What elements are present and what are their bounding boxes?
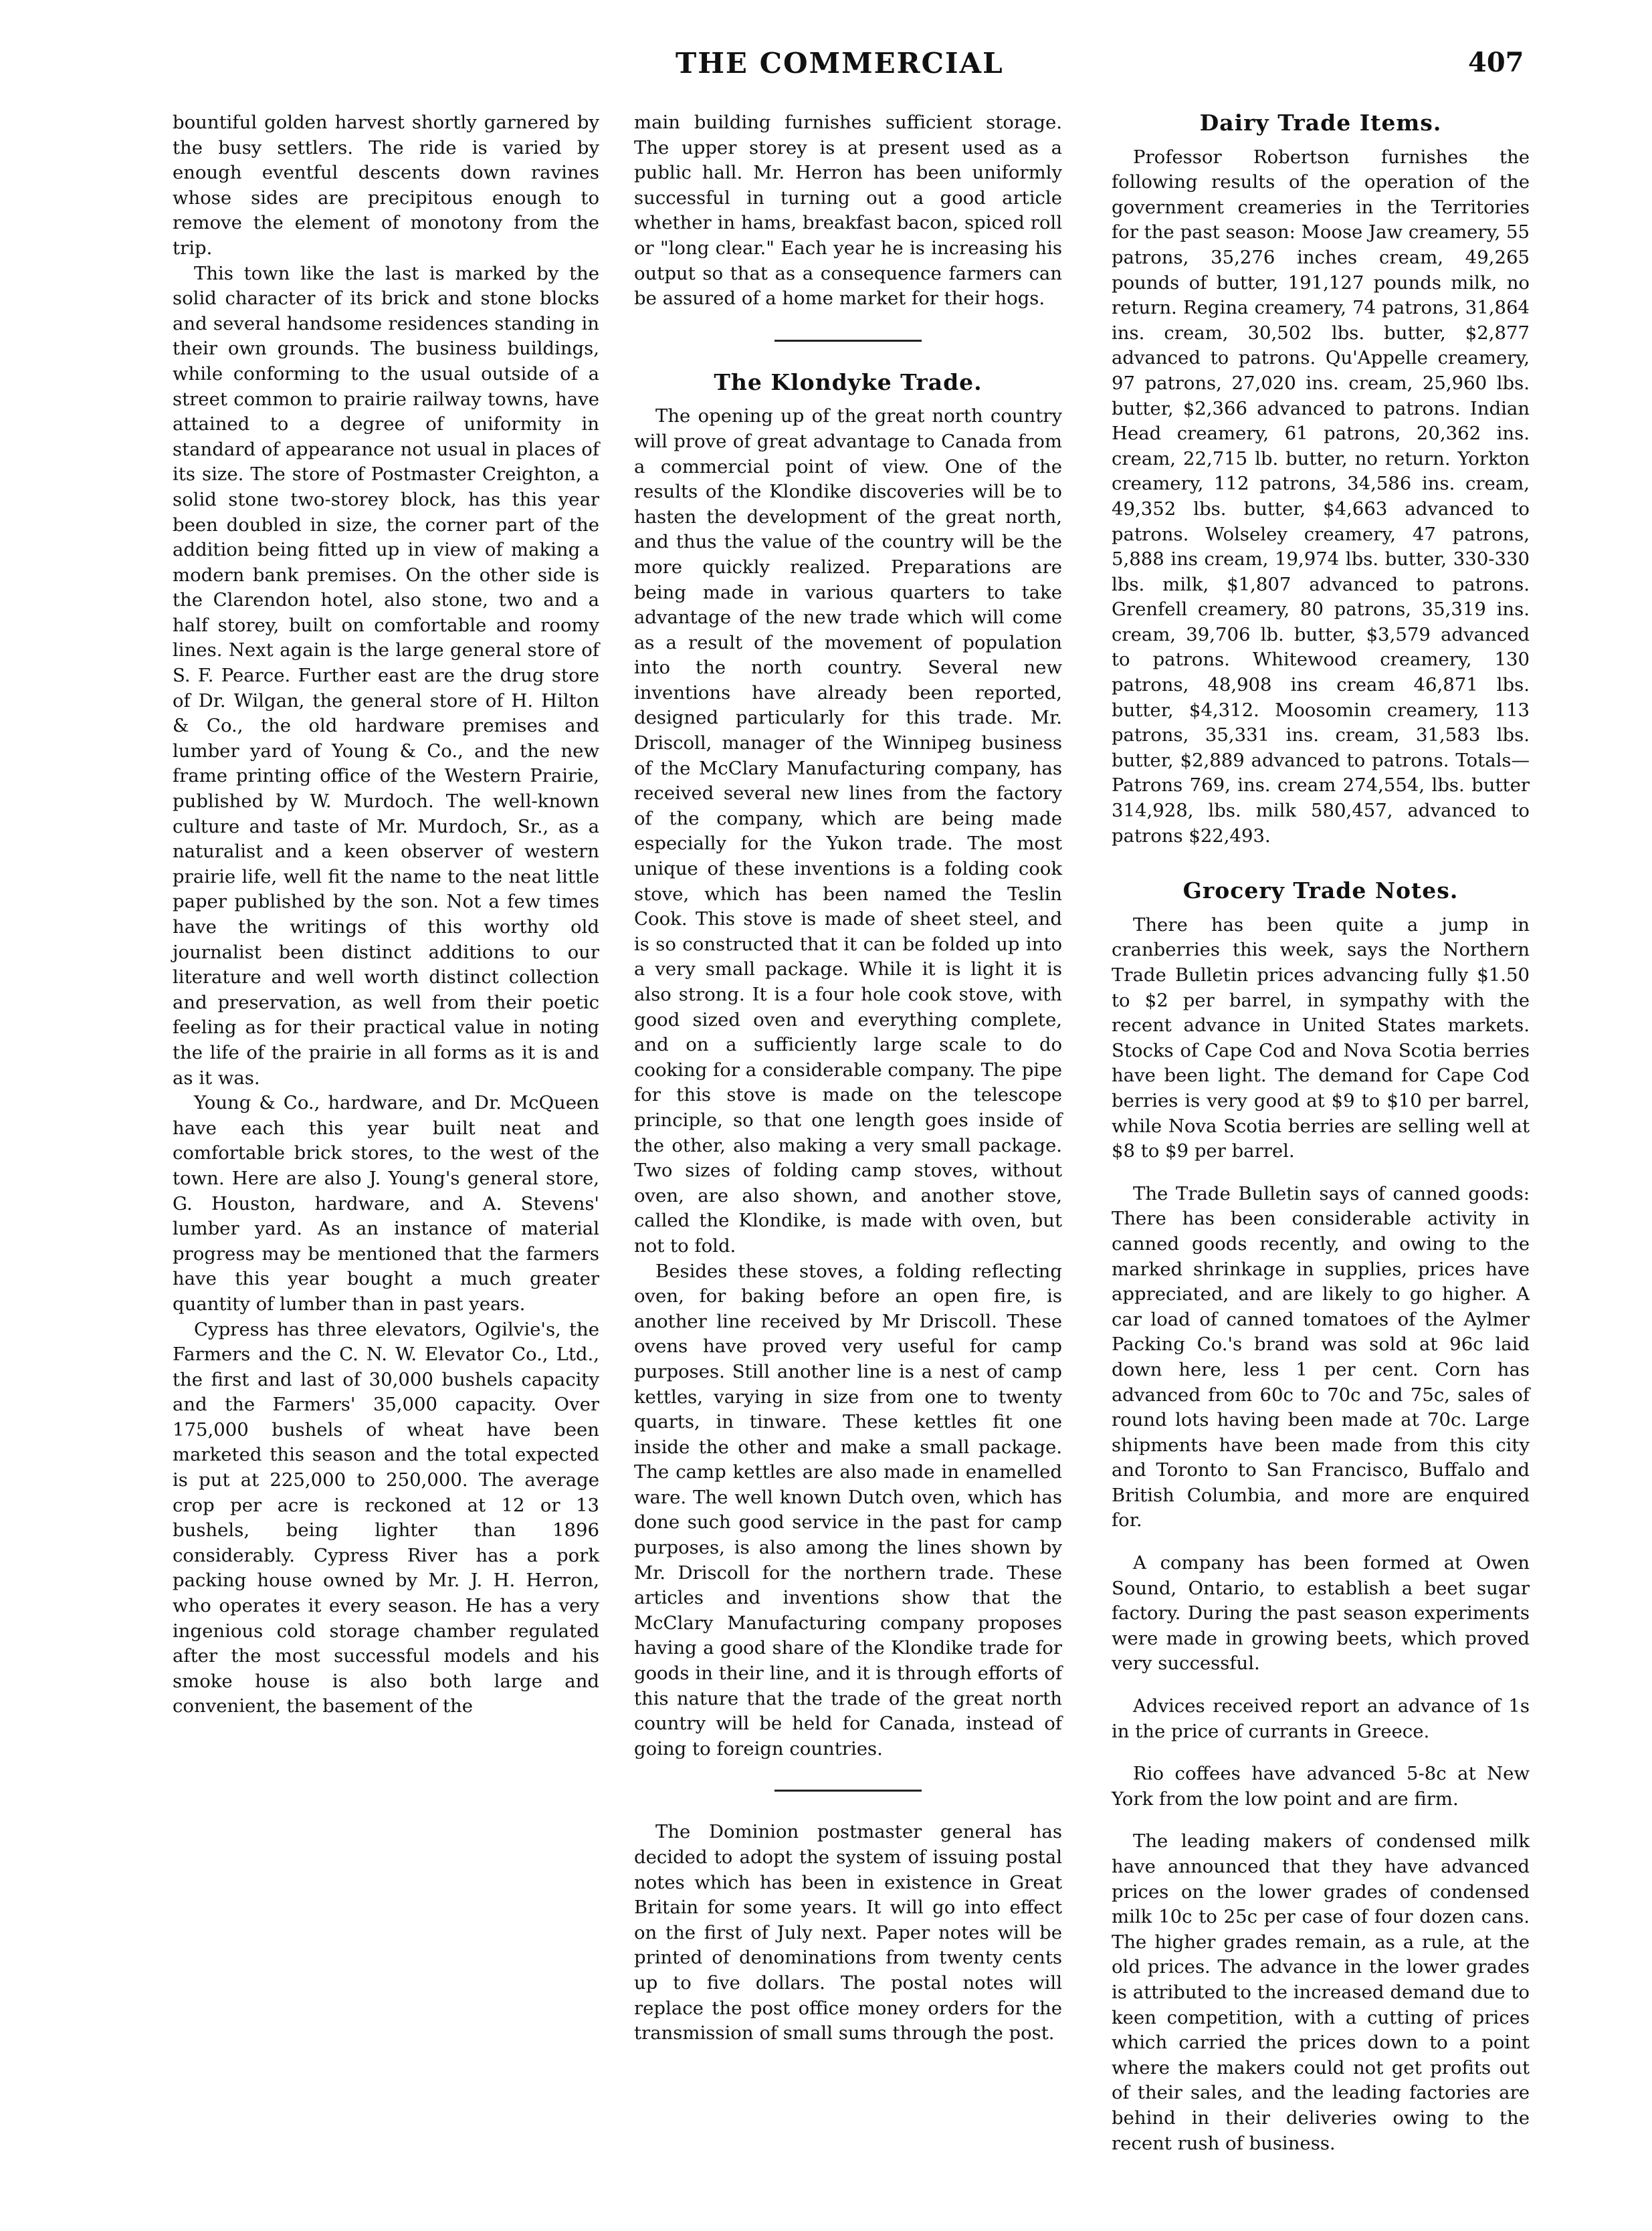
grocery-paragraph: Advices received report an advance of 1s in the price of currants in Greece. <box>1112 1695 1530 1742</box>
grocery-paragraph: The leading makers of condensed milk have announced that they have advanced prices on the lower grades of condensed milk 10c to 25c per case of four dozen cans. The higher grades remain, as a rule, at the old prices. The advance in the lower grades is attributed to the increased demand due to keen competition, with a cutting of prices which carried the prices down to a point where the makers could not get profits out of their sales, and the leading factories are behind in their deliveries owing to the recent rush of business. <box>1112 1830 1530 2154</box>
herron-paragraph: main building furnishes sufficient storage. The upper storey is at present used as a public hall. Mr. Herron has been uniformly successful in turning out a good article whether in hams, breakfast bacon, spiced roll or "long clear." Each year he is increasing his output so that as a consequence farmers can be assured of a home market for their hogs. <box>634 112 1062 310</box>
section-divider <box>775 1790 922 1792</box>
klondyke-paragraph: Besides these stoves, a folding reflecting oven, for baking before an open fire, is another line received by Mr Driscoll. These ovens have proved very useful for camp purposes. Still another line is a nest of camp kettles, varying in size from one to twenty quarts, in tinware. These kettles fit one inside the other and make a small package. The camp kettles are also made in enamelled ware. The well known Dutch oven, which has done such good service in the past for camp purposes, is also among the lines shown by Mr. Driscoll for the northern trade. These articles and inventions show that the McClary Manufacturing company proposes having a good share of the Klondike trade for goods in their line, and it is through efforts of this nature that the trade of the great north country will be held for Canada, instead of going to foreign countries. <box>634 1260 1062 1760</box>
postal-notes-paragraph: The Dominion postmaster general has decided to adopt the system of issuing postal notes which has been in existence in Great Britain for some years. It will go into effect on the first of July next. Paper notes will be printed of denominations from twenty cents up to five dollars. The postal notes will replace the post office money orders for the transmission of small sums through the post. <box>634 1821 1062 2044</box>
elevators-paragraph: Cypress has three elevators, Ogilvie's, the Farmers and the C. N. W. Elevator Co., Ltd., the first and last of 30,000 bushels capacity and the Farmers' 35,000 capacity. Over 175,000 bushels of wheat have been marketed this season and the total expected is put at 225,000 to 250,000. The average crop per acre is reckoned at 12 or 13 bushels, being lighter than 1896 considerably. Cypress River has a pork packing house owned by Mr. J. H. Herron, who operates it every season. He has a very ingenious cold storage chamber regulated after the most successful models and his smoke house is also both large and convenient, the basement of the <box>173 1318 599 1717</box>
grocery-heading: Grocery Trade Notes. <box>1182 877 1459 904</box>
klondyke-heading: The Klondyke Trade. <box>714 368 983 395</box>
column-1 <box>173 110 599 1719</box>
grocery-paragraph: There has been quite a jump in cranberries this week, says the Northern Trade Bulletin prices advancing fully $1.50 to $2 per barrel, in sympathy with the recent advance in United States markets. Stocks of Cape Cod and Nova Scotia berries have been light. The demand for Cape Cod berries is very good at $9 to $10 per barrel, while Nova Scotia berries are selling well at $8 to $9 per barrel. <box>1112 914 1530 1162</box>
harvest-paragraph: bountiful golden harvest shortly garnered by the busy settlers. The ride is varied by enough eventful descents down ravines whose sides are precipitous enough to remove the element of monotony from the trip. <box>173 112 599 259</box>
klondyke-paragraph: The opening up of the great north country will prove of great advantage to Canada from a commercial point of view. One of the results of the Klondike discoveries will be to hasten the development of the great north, and thus the value of the country will be the more quickly realized. Preparations are being made in various quarters to take advantage of the new trade which will come as a result of the movement of population into the north country. Several new inventions have already been reported, designed particularly for this trade. Mr. Driscoll, manager of the Winnipeg business of the McClary Manufacturing company, has received several new lines from the factory of the company, which are being made especially for the Yukon trade. The most unique of these inventions is a folding cook stove, which has been named the Teslin Cook. This stove is made of sheet steel, and is so constructed that it can be folded up into a very small package. While it is light it is also strong. It is a four hole cook stove, with good sized oven and everything complete, and on a sufficiently large scale to do cooking for a considerable company. The pipe for this stove is made on the telescope principle, so that one length goes inside of the other, also making a very small package. Two sizes of folding camp stoves, without oven, are also shown, and another stove, called the Klondike, is made with oven, but not to fold. <box>634 405 1062 1257</box>
dairy-heading: Dairy Trade Items. <box>1199 110 1442 136</box>
grocery-paragraph: The Trade Bulletin says of canned goods: There has been considerable activity in canned goods recently, and owing to the marked shrinkage in supplies, prices have appreciated, and are likely to go higher. A car load of canned tomatoes of the Aylmer Packing Co.'s brand was sold at 96c laid down here, less 1 per cent. Corn has advanced from 60c to 70c and 75c, sales of round lots having been made at 70c. Large shipments have been made from this city and Toronto to San Francisco, Buffalo and British Columbia, and more are enquired for. <box>1112 1182 1530 1531</box>
section-divider <box>775 340 922 342</box>
brick-stores-paragraph: Young & Co., hardware, and Dr. McQueen have each this year built neat and comfortable brick stores, to the west of the town. Here are also J. Young's general store, G. Houston, hardware, and A. Stevens' lumber yard. As an instance of material progress may be mentioned that the farmers have this year bought a much greater quantity of lumber than in past years. <box>173 1092 599 1315</box>
page-number: 407 <box>1468 47 1524 78</box>
grocery-paragraph: Rio coffees have advanced 5-8c at New York from the low point and are firm. <box>1112 1763 1530 1810</box>
dairy-paragraph: Professor Robertson furnishes the following results of the operation of the government creameries in the Territories for the past season: Moose Jaw creamery, 55 patrons, 35,276 inches cream, 49,265 pounds of butter, 191,127 pounds milk, no return. Regina creamery, 74 patrons, 31,864 ins. cream, 30,502 lbs. butter, $2,877 advanced to patrons. Qu'Appelle creamery, 97 patrons, 27,020 ins. cream, 25,960 lbs. butter, $2,366 advanced to patrons. Indian Head creamery, 61 patrons, 20,362 ins. cream, 22,715 lb. butter, no return. Yorkton creamery, 112 patrons, 34,586 ins. cream, 49,352 lbs. butter, $4,663 advanced to patrons. Wolseley creamery, 47 patrons, 5,888 ins cream, 19,974 lbs. butter, 330-330 lbs. milk, $1,807 advanced to patrons. Grenfell creamery, 80 patrons, 35,319 ins. cream, 39,706 lb. butter, $3,579 advanced to patrons. Whitewood creamery, 130 patrons, 48,908 ins cream 46,871 lbs. butter, $4,312. Moosomin creamery, 113 patrons, 35,331 ins. cream, 31,583 lbs. butter, $2,889 advanced to patrons. Totals—Patrons 769, ins. cream 274,554, lbs. butter 314,928, lbs. milk 580,457, advanced to patrons $22,493. <box>1112 146 1530 847</box>
page-header <box>0 47 1652 94</box>
grocery-paragraph: A company has been formed at Owen Sound, Ontario, to establish a beet sugar factory. During the past season experiments were made in growing beets, which proved very successful. <box>1112 1552 1530 1675</box>
column-2 <box>634 110 1062 2046</box>
publication-title: THE COMMERCIAL <box>676 47 1004 80</box>
town-description-paragraph: This town like the last is marked by the solid character of its brick and stone blocks and several handsome residences standing in their own grounds. The business buildings, while conforming to the usual outside of a street common to prairie railway towns, have attained to a degree of uniformity in standard of appearance not usual in places of its size. The store of Postmaster Creighton, a solid stone two-storey block, has this year been doubled in size, the corner part of the addition being fitted up in view of making a modern bank premises. On the other side is the Clarendon hotel, also stone, two and a half storey, built on comfortable and roomy lines. Next again is the large general store of S. F. Pearce. Further east are the drug store of Dr. Wilgan, the general store of H. Hilton & Co., the old hardware premises and lumber yard of Young & Co., and the new frame printing office of the Western Prairie, published by W. Murdoch. The well-known culture and taste of Mr. Murdoch, Sr., as a naturalist and a keen observer of western prairie life, well fit the name to the neat little paper published by the son. Not a few times have the writings of this worthy old journalist been distinct additions to our literature and well worth distinct collection and preservation, as well from their poetic feeling as for their practical value in noting the life of the prairie in all forms as it is and as it was. <box>173 262 599 1089</box>
column-3 <box>1112 110 1530 2156</box>
